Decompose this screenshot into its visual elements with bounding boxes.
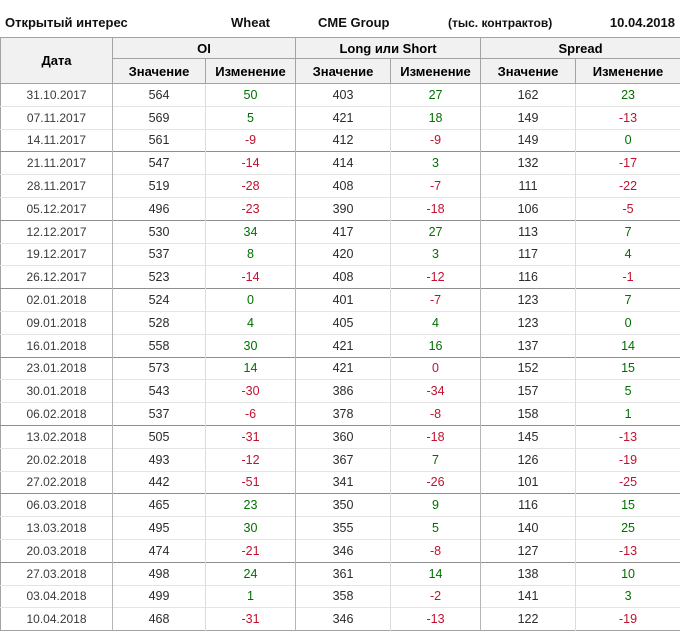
table-row xyxy=(1,403,680,426)
oi-change-cell: -9 xyxy=(206,129,296,152)
date-cell: 03.04.2018 xyxy=(1,585,113,608)
oi-value-cell: 524 xyxy=(113,289,206,312)
spread-value-cell: 162 xyxy=(481,84,576,107)
table-row xyxy=(1,152,680,175)
table-row xyxy=(1,539,680,562)
spread-value-cell: 122 xyxy=(481,608,576,631)
units-label: (тыс. контрактов) xyxy=(448,16,552,30)
oi-change-cell: -31 xyxy=(206,608,296,631)
ls-value-cell: 403 xyxy=(296,84,391,107)
table-row xyxy=(1,311,680,334)
oi-value-cell: 499 xyxy=(113,585,206,608)
date-cell: 02.01.2018 xyxy=(1,289,113,312)
oi-value-cell: 530 xyxy=(113,220,206,243)
spread-change-cell: -19 xyxy=(576,448,680,471)
table-row xyxy=(1,380,680,403)
oi-value-cell: 528 xyxy=(113,311,206,334)
oi-value-cell: 505 xyxy=(113,425,206,448)
oi-change-cell: 1 xyxy=(206,585,296,608)
spread-change-cell: 0 xyxy=(576,311,680,334)
spread-change-cell: 7 xyxy=(576,220,680,243)
oi-change-cell: -23 xyxy=(206,197,296,220)
spread-value-cell: 126 xyxy=(481,448,576,471)
spread-value-cell: 145 xyxy=(481,425,576,448)
spread-value-cell: 149 xyxy=(481,106,576,129)
date-cell: 28.11.2017 xyxy=(1,175,113,198)
ls-change-cell: -8 xyxy=(391,403,481,426)
spread-change-cell: 4 xyxy=(576,243,680,266)
spread-change-cell: -13 xyxy=(576,106,680,129)
ls-value-cell: 417 xyxy=(296,220,391,243)
spread-value-cell: 111 xyxy=(481,175,576,198)
oi-change-cell: -14 xyxy=(206,266,296,289)
oi-change-cell: 30 xyxy=(206,517,296,540)
oi-change-cell: 5 xyxy=(206,106,296,129)
table-row xyxy=(1,220,680,243)
oi-value-cell: 519 xyxy=(113,175,206,198)
spread-change-cell: 15 xyxy=(576,494,680,517)
oi-value-cell: 561 xyxy=(113,129,206,152)
oi-change-cell: 24 xyxy=(206,562,296,585)
ls-change-cell: 4 xyxy=(391,311,481,334)
date-cell: 21.11.2017 xyxy=(1,152,113,175)
column-header-date: Дата xyxy=(1,38,113,84)
ls-change-cell: 16 xyxy=(391,334,481,357)
spread-change-cell: 25 xyxy=(576,517,680,540)
report-date: 10.04.2018 xyxy=(610,15,675,30)
subheader-oi-value: Значение xyxy=(113,59,206,84)
date-cell: 13.03.2018 xyxy=(1,517,113,540)
ls-change-cell: -18 xyxy=(391,197,481,220)
spread-change-cell: 5 xyxy=(576,380,680,403)
oi-value-cell: 442 xyxy=(113,471,206,494)
oi-value-cell: 537 xyxy=(113,403,206,426)
oi-change-cell: 23 xyxy=(206,494,296,517)
oi-change-cell: 14 xyxy=(206,357,296,380)
ls-value-cell: 346 xyxy=(296,539,391,562)
spread-change-cell: -5 xyxy=(576,197,680,220)
ls-value-cell: 346 xyxy=(296,608,391,631)
spread-value-cell: 137 xyxy=(481,334,576,357)
spread-change-cell: 15 xyxy=(576,357,680,380)
exchange-name: CME Group xyxy=(318,15,390,30)
ls-change-cell: 3 xyxy=(391,243,481,266)
table-header xyxy=(1,38,680,84)
oi-change-cell: 34 xyxy=(206,220,296,243)
oi-change-cell: 50 xyxy=(206,84,296,107)
table-row xyxy=(1,425,680,448)
oi-change-cell: 0 xyxy=(206,289,296,312)
subheader-spread-value: Значение xyxy=(481,59,576,84)
table-row xyxy=(1,585,680,608)
date-cell: 19.12.2017 xyxy=(1,243,113,266)
ls-value-cell: 386 xyxy=(296,380,391,403)
date-cell: 31.10.2017 xyxy=(1,84,113,107)
oi-change-cell: 4 xyxy=(206,311,296,334)
oi-change-cell: -30 xyxy=(206,380,296,403)
spread-change-cell: 3 xyxy=(576,585,680,608)
ls-change-cell: 0 xyxy=(391,357,481,380)
ls-change-cell: 3 xyxy=(391,152,481,175)
date-cell: 20.02.2018 xyxy=(1,448,113,471)
page-title: Открытый интерес xyxy=(5,15,128,30)
date-cell: 26.12.2017 xyxy=(1,266,113,289)
table-row xyxy=(1,562,680,585)
ls-value-cell: 408 xyxy=(296,266,391,289)
oi-change-cell: -51 xyxy=(206,471,296,494)
spread-value-cell: 116 xyxy=(481,494,576,517)
table-row xyxy=(1,357,680,380)
spread-value-cell: 158 xyxy=(481,403,576,426)
spread-value-cell: 123 xyxy=(481,311,576,334)
spread-change-cell: 14 xyxy=(576,334,680,357)
oi-value-cell: 474 xyxy=(113,539,206,562)
date-cell: 07.11.2017 xyxy=(1,106,113,129)
info-bar xyxy=(0,0,680,37)
ls-change-cell: 9 xyxy=(391,494,481,517)
oi-change-cell: -21 xyxy=(206,539,296,562)
ls-change-cell: -7 xyxy=(391,289,481,312)
oi-value-cell: 498 xyxy=(113,562,206,585)
table-row xyxy=(1,129,680,152)
date-cell: 06.03.2018 xyxy=(1,494,113,517)
date-cell: 27.02.2018 xyxy=(1,471,113,494)
ls-value-cell: 360 xyxy=(296,425,391,448)
spread-value-cell: 123 xyxy=(481,289,576,312)
group-header-long-short: Long или Short xyxy=(296,38,481,59)
ls-value-cell: 378 xyxy=(296,403,391,426)
ls-value-cell: 355 xyxy=(296,517,391,540)
spread-change-cell: -13 xyxy=(576,425,680,448)
date-cell: 20.03.2018 xyxy=(1,539,113,562)
spread-change-cell: 0 xyxy=(576,129,680,152)
oi-value-cell: 465 xyxy=(113,494,206,517)
oi-change-cell: 8 xyxy=(206,243,296,266)
table-row xyxy=(1,608,680,631)
oi-change-cell: -31 xyxy=(206,425,296,448)
table-row xyxy=(1,494,680,517)
table-row xyxy=(1,197,680,220)
spread-value-cell: 117 xyxy=(481,243,576,266)
spread-value-cell: 106 xyxy=(481,197,576,220)
ls-change-cell: -13 xyxy=(391,608,481,631)
ls-value-cell: 414 xyxy=(296,152,391,175)
ls-value-cell: 420 xyxy=(296,243,391,266)
spread-change-cell: -13 xyxy=(576,539,680,562)
ls-value-cell: 350 xyxy=(296,494,391,517)
date-cell: 05.12.2017 xyxy=(1,197,113,220)
spread-change-cell: -19 xyxy=(576,608,680,631)
table-row xyxy=(1,448,680,471)
date-cell: 27.03.2018 xyxy=(1,562,113,585)
ls-change-cell: 18 xyxy=(391,106,481,129)
group-header-spread: Spread xyxy=(481,38,680,59)
oi-value-cell: 468 xyxy=(113,608,206,631)
ls-value-cell: 408 xyxy=(296,175,391,198)
table-row xyxy=(1,243,680,266)
spread-change-cell: 10 xyxy=(576,562,680,585)
spread-value-cell: 127 xyxy=(481,539,576,562)
spread-change-cell: -17 xyxy=(576,152,680,175)
oi-value-cell: 496 xyxy=(113,197,206,220)
ls-value-cell: 405 xyxy=(296,311,391,334)
subheader-ls-value: Значение xyxy=(296,59,391,84)
spread-value-cell: 101 xyxy=(481,471,576,494)
oi-value-cell: 543 xyxy=(113,380,206,403)
spread-change-cell: 23 xyxy=(576,84,680,107)
date-cell: 30.01.2018 xyxy=(1,380,113,403)
date-cell: 23.01.2018 xyxy=(1,357,113,380)
spread-change-cell: -22 xyxy=(576,175,680,198)
ls-value-cell: 367 xyxy=(296,448,391,471)
date-cell: 09.01.2018 xyxy=(1,311,113,334)
subheader-ls-change: Изменение xyxy=(391,59,481,84)
table-row xyxy=(1,471,680,494)
spread-value-cell: 157 xyxy=(481,380,576,403)
spread-value-cell: 152 xyxy=(481,357,576,380)
table-row xyxy=(1,106,680,129)
ls-change-cell: -9 xyxy=(391,129,481,152)
ls-value-cell: 358 xyxy=(296,585,391,608)
ls-value-cell: 390 xyxy=(296,197,391,220)
oi-value-cell: 569 xyxy=(113,106,206,129)
oi-value-cell: 495 xyxy=(113,517,206,540)
ls-change-cell: 14 xyxy=(391,562,481,585)
oi-change-cell: -28 xyxy=(206,175,296,198)
oi-change-cell: 30 xyxy=(206,334,296,357)
group-header-oi: OI xyxy=(113,38,296,59)
ls-value-cell: 412 xyxy=(296,129,391,152)
oi-change-cell: -12 xyxy=(206,448,296,471)
table-row xyxy=(1,175,680,198)
ls-change-cell: -2 xyxy=(391,585,481,608)
ls-change-cell: -34 xyxy=(391,380,481,403)
date-cell: 06.02.2018 xyxy=(1,403,113,426)
ls-change-cell: -7 xyxy=(391,175,481,198)
ls-value-cell: 421 xyxy=(296,106,391,129)
table-body xyxy=(1,84,680,631)
spread-change-cell: -1 xyxy=(576,266,680,289)
oi-change-cell: -14 xyxy=(206,152,296,175)
ls-change-cell: -18 xyxy=(391,425,481,448)
spread-value-cell: 132 xyxy=(481,152,576,175)
spread-value-cell: 141 xyxy=(481,585,576,608)
date-cell: 12.12.2017 xyxy=(1,220,113,243)
spread-change-cell: 1 xyxy=(576,403,680,426)
oi-value-cell: 564 xyxy=(113,84,206,107)
spread-value-cell: 138 xyxy=(481,562,576,585)
spread-value-cell: 149 xyxy=(481,129,576,152)
ls-value-cell: 421 xyxy=(296,357,391,380)
oi-value-cell: 558 xyxy=(113,334,206,357)
spread-change-cell: -25 xyxy=(576,471,680,494)
date-cell: 14.11.2017 xyxy=(1,129,113,152)
open-interest-table xyxy=(0,37,680,631)
ls-value-cell: 421 xyxy=(296,334,391,357)
ls-change-cell: 27 xyxy=(391,220,481,243)
ls-change-cell: 27 xyxy=(391,84,481,107)
spread-value-cell: 116 xyxy=(481,266,576,289)
date-cell: 13.02.2018 xyxy=(1,425,113,448)
oi-value-cell: 573 xyxy=(113,357,206,380)
oi-value-cell: 537 xyxy=(113,243,206,266)
ls-change-cell: 7 xyxy=(391,448,481,471)
oi-value-cell: 493 xyxy=(113,448,206,471)
date-cell: 16.01.2018 xyxy=(1,334,113,357)
table-row xyxy=(1,334,680,357)
oi-change-cell: -6 xyxy=(206,403,296,426)
ls-change-cell: -12 xyxy=(391,266,481,289)
oi-value-cell: 523 xyxy=(113,266,206,289)
ls-value-cell: 361 xyxy=(296,562,391,585)
instrument-name: Wheat xyxy=(231,15,270,30)
ls-value-cell: 401 xyxy=(296,289,391,312)
spread-change-cell: 7 xyxy=(576,289,680,312)
ls-change-cell: -26 xyxy=(391,471,481,494)
table-row xyxy=(1,517,680,540)
table-row xyxy=(1,266,680,289)
table-row xyxy=(1,84,680,107)
subheader-oi-change: Изменение xyxy=(206,59,296,84)
spread-value-cell: 113 xyxy=(481,220,576,243)
table-row xyxy=(1,289,680,312)
ls-change-cell: -8 xyxy=(391,539,481,562)
date-cell: 10.04.2018 xyxy=(1,608,113,631)
ls-change-cell: 5 xyxy=(391,517,481,540)
ls-value-cell: 341 xyxy=(296,471,391,494)
oi-value-cell: 547 xyxy=(113,152,206,175)
spread-value-cell: 140 xyxy=(481,517,576,540)
subheader-spread-change: Изменение xyxy=(576,59,680,84)
